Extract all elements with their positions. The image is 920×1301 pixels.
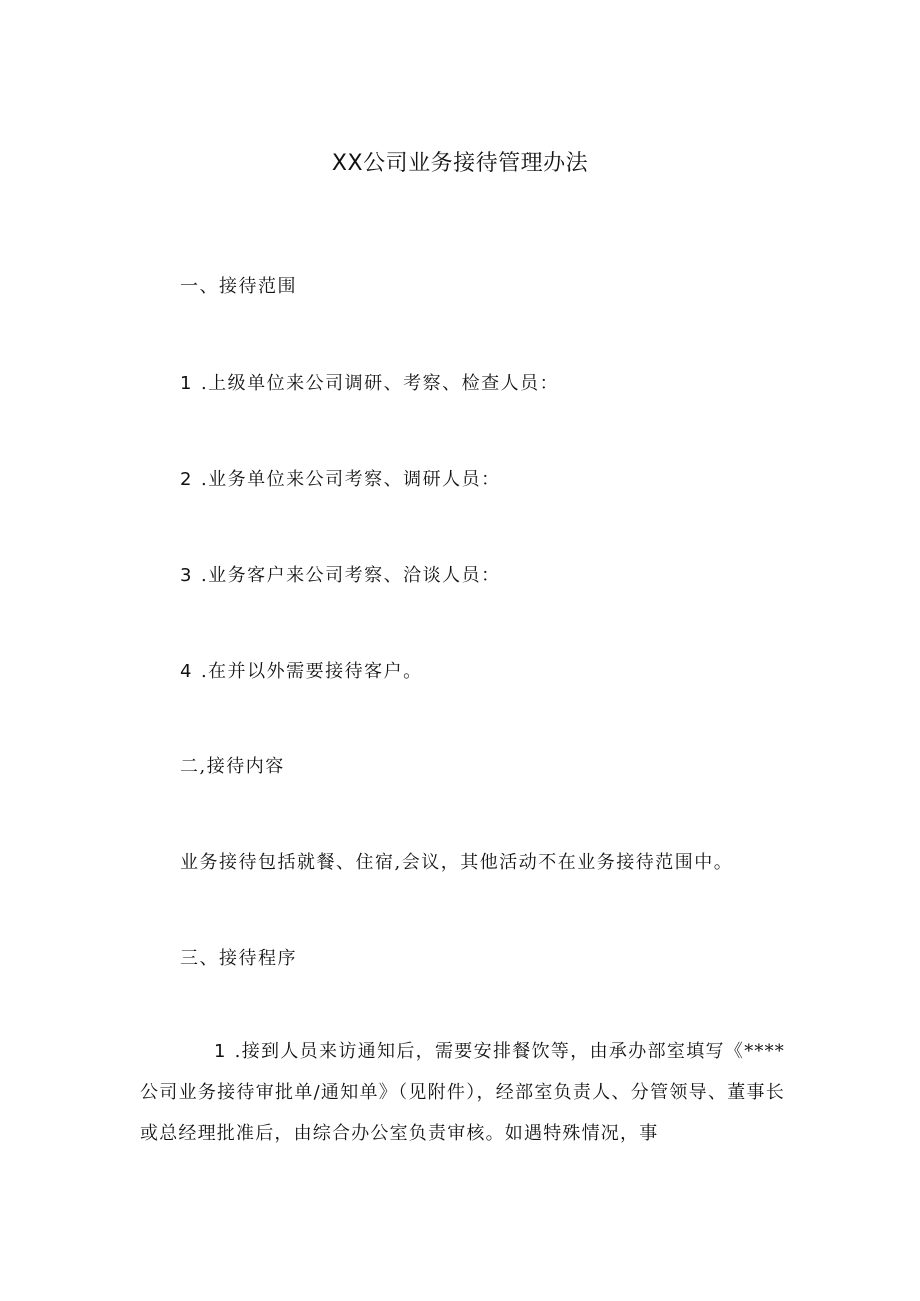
document-title: XX公司业务接待管理办法 <box>331 151 589 176</box>
list-item-text: .上级单位来公司调研、考察、检查人员： <box>200 373 560 394</box>
list-item-number: 2 <box>180 469 193 490</box>
list-item-number: 3 <box>180 565 193 586</box>
section-heading-scope: 一、接待范围 <box>180 276 297 297</box>
section-body-content: 业务接待包括就餐、住宿,会议，其他活动不在业务接待范围中。 <box>180 852 734 873</box>
list-item-number: 4 <box>180 661 193 682</box>
list-item <box>180 657 423 683</box>
paragraph-number: 1 <box>214 1041 227 1062</box>
list-item-text: .在并以外需要接待客户。 <box>200 661 423 682</box>
list-item <box>180 369 559 395</box>
list-item-text: .业务客户来公司考察、洽谈人员： <box>200 565 501 586</box>
list-item <box>180 561 501 587</box>
section-heading-content: 二,接待内容 <box>180 756 285 777</box>
list-item <box>180 465 501 491</box>
list-item-number: 1 <box>180 373 193 394</box>
procedure-paragraph <box>140 1031 785 1154</box>
section-heading-procedure: 三、接待程序 <box>180 948 297 969</box>
paragraph-text: .接到人员来访通知后，需要安排餐饮等，由承办部室填写《****公司业务接待审批单/通知单》（见附件），经部室负责人、分管领导、董事长或总经理批准后，由综合办公室负责审核。如遇特殊情况，事 <box>140 1041 785 1144</box>
list-item-text: .业务单位来公司考察、调研人员： <box>200 469 501 490</box>
